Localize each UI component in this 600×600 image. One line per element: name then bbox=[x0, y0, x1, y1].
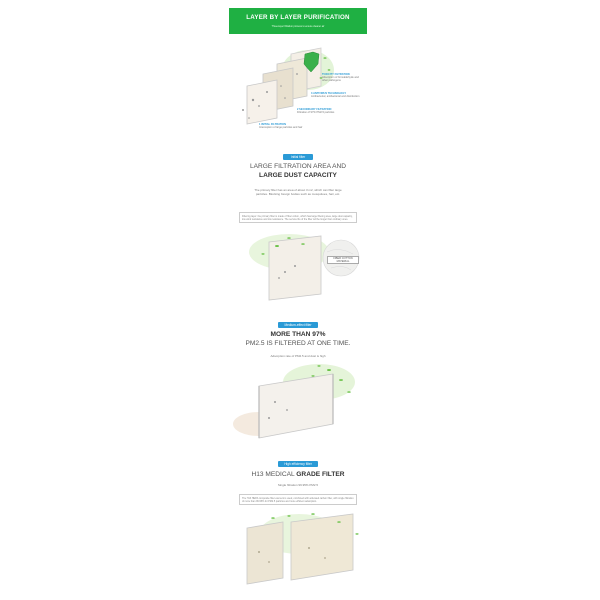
header-subtitle: Three-layer filtration process to ensure cleaner air bbox=[271, 25, 325, 28]
section1-heading-2: LARGE DUST CAPACITY bbox=[259, 172, 337, 179]
initial-filter-illustration bbox=[229, 232, 367, 304]
layer-label-2: 2 SECONDARY FILTRATION Filtration of 97% PM2.5 particles bbox=[297, 108, 335, 114]
layer-label-4: TOXICITY FILTRATION Absorption of formaldehyde and other pathogens bbox=[322, 73, 359, 82]
initial-filter-tag: Initial filter bbox=[283, 154, 313, 160]
section3-heading: H13 MEDICAL GRADE FILTER bbox=[251, 471, 345, 478]
section1-heading-1: LARGE FILTRATION AREA AND bbox=[249, 163, 347, 170]
section3-body: Single filtration 99.95% PM2.5 bbox=[277, 483, 319, 487]
medium-filter-tag: Medium-effect filter bbox=[278, 322, 318, 328]
header-title: LAYER BY LAYER PURIFICATION bbox=[246, 14, 350, 21]
section2-heading-1: MORE THAN 97% bbox=[270, 331, 326, 338]
hepa-filter-illustration bbox=[229, 508, 367, 588]
product-page-strip bbox=[229, 0, 367, 600]
section2-body: Adsorption rate of PM2.5 and dust is high bbox=[270, 354, 326, 358]
section1-note: Filtering layer: the primary filter is made of fiber cotton, which has large filtering area, large dust capacity, low wind resistance and low resistance. The service life of the filter will be longer than ordinary ones. bbox=[239, 212, 357, 223]
filter-panel-1 bbox=[247, 80, 277, 124]
header-banner bbox=[229, 8, 367, 34]
section2-heading-2: PM2.5 IS FILTERED AT ONE TIME. bbox=[245, 340, 351, 347]
high-efficiency-filter-tag: High efficiency filter bbox=[278, 461, 318, 467]
section1-body: The primary filter has an area of about 3 m2, which can filter large particles. Blocking foreign bodies such as mosquitoes, hair, etc. bbox=[254, 188, 342, 196]
section3-note: The H13 HEPA composite filter element is used, combined with activated carbon filter, with single filtration of more than 99.95% for PM2.5 particles and more efficient adsorption. bbox=[239, 494, 357, 505]
layer-label-1: 1 INITIAL FILTRATION Interception of large particles and hair bbox=[259, 123, 303, 129]
layer-label-3: 3 ANTIVIRUS TECHNOLOGY Antibacterial, antibacterial and disinfection bbox=[311, 92, 360, 98]
medium-filter-illustration bbox=[229, 362, 367, 442]
fiber-cotton-callout: FIBER COTTON MATERIAL bbox=[327, 256, 359, 264]
